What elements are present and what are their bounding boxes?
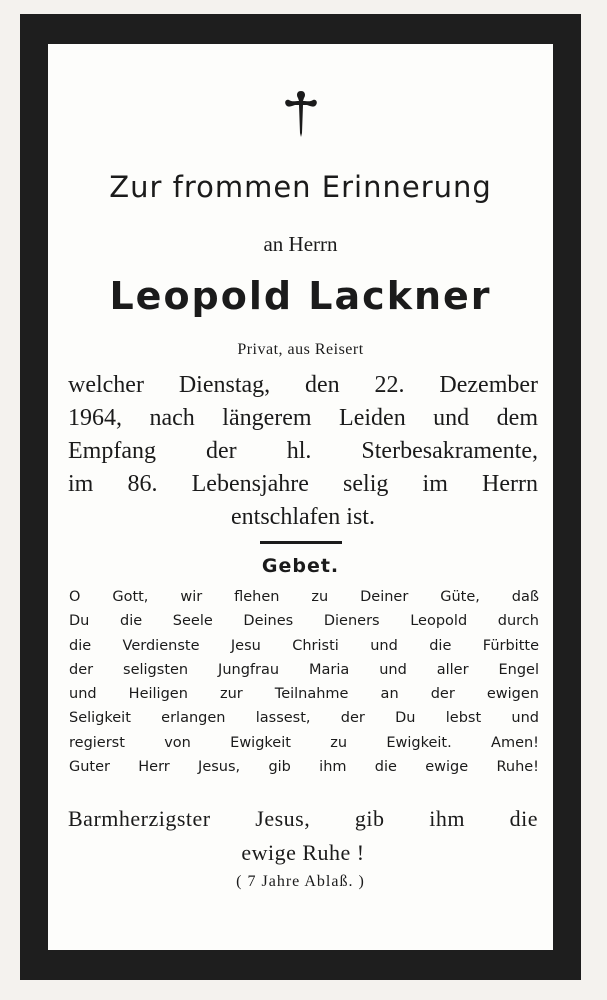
- obituary-line: im 86. Lebensjahre selig im Herrn: [68, 471, 538, 497]
- memorial-card: [20, 14, 581, 980]
- closing-invocation: [68, 802, 538, 870]
- obituary-line: 1964, nach längerem Leiden und dem: [68, 405, 538, 431]
- prayer-heading: Gebet.: [261, 555, 340, 577]
- occupation-origin: Privat, aus Reisert: [237, 341, 364, 358]
- prayer-line: die Verdienste Jesu Christi und die Fürbitte: [69, 637, 539, 654]
- obituary-text: [68, 369, 538, 534]
- indulgence-note: ( 7 Jahre Ablaß. ): [236, 873, 365, 890]
- prayer-text: [69, 585, 539, 779]
- prayer-line: regierst von Ewigkeit zu Ewigkeit. Amen!: [69, 734, 539, 751]
- divider-rule: [260, 541, 342, 544]
- prayer-line: der seligsten Jungfrau Maria und aller Engel: [69, 661, 539, 678]
- prayer-line: Guter Herr Jesus, gib ihm die ewige Ruhe!: [69, 759, 539, 776]
- prayer-line: Du die Seele Deines Dieners Leopold durch: [69, 613, 539, 630]
- cross-icon: [281, 89, 321, 139]
- obituary-line: entschlafen ist.: [231, 504, 375, 530]
- card-inner-panel: [48, 44, 553, 950]
- prayer-line: und Heiligen zur Teilnahme an der ewigen: [69, 686, 539, 703]
- obituary-line: welcher Dienstag, den 22. Dezember: [68, 372, 538, 398]
- prayer-line: Seligkeit erlangen lassest, der Du lebst und: [69, 710, 539, 727]
- closing-line: Barmherzigster Jesus, gib ihm die: [68, 806, 538, 831]
- salutation: an Herrn: [263, 232, 338, 256]
- prayer-line: O Gott, wir flehen zu Deiner Güte, daß: [69, 589, 539, 605]
- deceased-name: Leopold Lackner: [109, 274, 492, 318]
- card-title: Zur frommen Erinnerung: [109, 170, 492, 204]
- closing-line: ewige Ruhe !: [241, 840, 365, 865]
- obituary-line: Empfang der hl. Sterbesakramente,: [68, 438, 538, 464]
